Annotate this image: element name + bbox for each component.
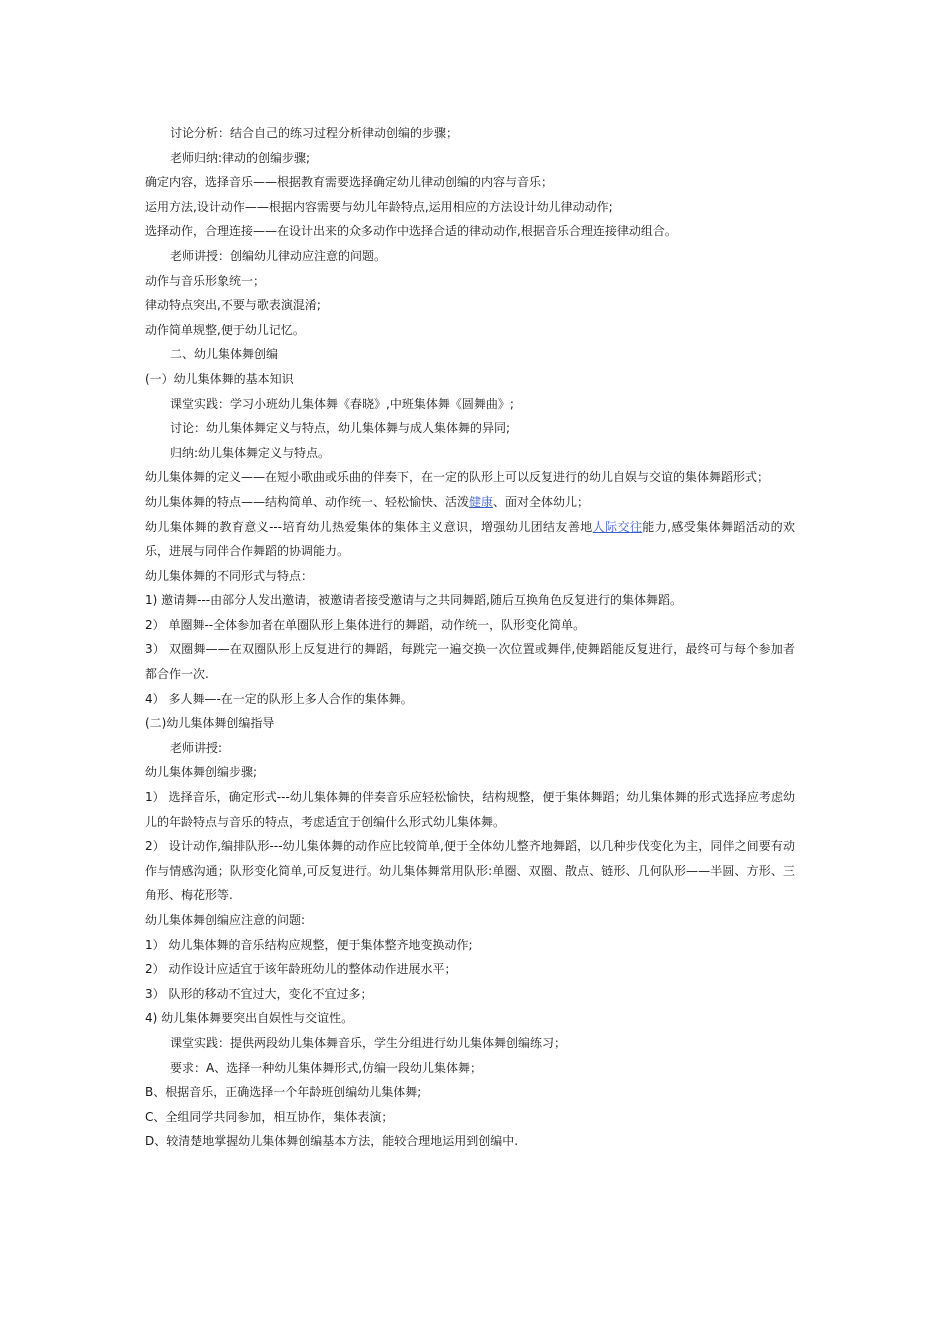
paragraph: 课堂实践：提供两段幼儿集体舞音乐，学生分组进行幼儿集体舞创编练习；: [170, 1035, 567, 1050]
list-item: 1) 邀请舞---由部分人发出邀请，被邀请者接受邀请与之共同舞蹈,随后互换角色反复进行的集体舞蹈。: [145, 593, 682, 608]
subsection-heading: (一）幼儿集体舞的基本知识: [145, 371, 294, 386]
paragraph: 运用方法,设计动作——根据内容需要与幼儿年龄特点,运用相应的方法设计幼儿律动动作;: [145, 199, 613, 214]
list-item: 4） 多人舞—-在一定的队形上多人合作的集体舞。: [145, 691, 413, 706]
requirement-item: D、较清楚地掌握幼儿集体舞创编基本方法，能较合理地运用到创编中.: [145, 1134, 519, 1149]
requirement-item: C、全组同学共同参加，相互协作，集体表演；: [145, 1109, 394, 1124]
list-item: 1） 幼儿集体舞的音乐结构应规整，便于集体整齐地变换动作;: [145, 937, 473, 952]
list-item: 3） 双圈舞——在双圈队形上反复进行的舞蹈，每跳完一遍交换一次位置或舞伴,使舞蹈能反复进行，最终可与每个参加者都合作一次.: [145, 642, 795, 682]
paragraph: 动作与音乐形象统一；: [145, 273, 266, 288]
steps-heading: 幼儿集体舞创编步骤;: [145, 765, 258, 780]
notes-heading: 幼儿集体舞创编应注意的问题:: [145, 913, 306, 927]
requirement-item: 要求：A、选择一种幼儿集体舞形式,仿编一段幼儿集体舞；: [170, 1060, 483, 1075]
paragraph: 归纳:幼儿集体舞定义与特点。: [170, 445, 331, 460]
paragraph: 老师讲授:: [170, 740, 223, 755]
list-item: 1） 选择音乐，确定形式---幼儿集体舞的伴奏音乐应轻松愉快，结构规整，便于集体舞蹈；幼儿集体舞的形式选择应考虑幼儿的年龄特点与音乐的特点，考虑适宜于创编什么形式幼儿集体舞。: [145, 790, 795, 829]
subsection-heading: (二)幼儿集体舞创编指导: [145, 716, 275, 731]
section-heading: 二、幼儿集体舞创编: [170, 347, 279, 362]
paragraph: 老师讲授：创编幼儿律动应注意的问题。: [170, 248, 387, 263]
paragraph: 律动特点突出,不要与歌表演混淆;: [145, 298, 321, 313]
features-text-after: 、面对全体幼儿；: [493, 494, 590, 509]
list-item: 2） 设计动作,编排队形---幼儿集体舞的动作应比较简单,便于全体幼儿整齐地舞蹈，以几种步伐变化为主，同伴之间要有动作与情感沟通；队形变化简单,可反复进行。幼儿集体舞常用队形:单圈、双圈、散点、链形、几何队形——半圆、方形、三角形、梅花形等.: [145, 839, 795, 903]
paragraph: 老师归纳:律动的创编步骤;: [170, 150, 311, 165]
significance-text-after: 能力,感受集体舞蹈活动的欢乐，进展与同伴合作舞蹈的协调能力。: [145, 519, 795, 559]
document-body: [145, 121, 795, 1154]
significance-text-before: 幼儿集体舞的教育意义---培育幼儿热爱集体的集体主义意识，增强幼儿团结友善地: [145, 519, 593, 534]
paragraph: 课堂实践：学习小班幼儿集体舞《春晓》,中班集体舞《圆舞曲》;: [170, 396, 514, 411]
requirement-item: B、根据音乐，正确选择一个年龄班创编幼儿集体舞;: [145, 1085, 422, 1100]
interpersonal-link[interactable]: 人际交往: [592, 519, 643, 534]
definition-paragraph: 幼儿集体舞的定义——在短小歌曲或乐曲的伴奏下，在一定的队形上可以反复进行的幼儿自娱与交谊的集体舞蹈形式；: [145, 470, 770, 485]
features-paragraph: [145, 490, 795, 515]
list-item: 3） 队形的移动不宜过大，变化不宜过多；: [145, 986, 373, 1001]
paragraph: 动作简单规整,便于幼儿记忆。: [145, 322, 305, 337]
paragraph: 选择动作，合理连接——在设计出来的众多动作中选择合适的律动动作,根据音乐合理连接律动组合。: [145, 224, 677, 239]
paragraph: 讨论：幼儿集体舞定义与特点，幼儿集体舞与成人集体舞的异同;: [170, 421, 511, 436]
features-text-before: 幼儿集体舞的特点——结构简单、动作统一、轻松愉快、活泼: [145, 494, 470, 509]
significance-paragraph: [145, 515, 795, 564]
list-item: 2） 单圈舞--全体参加者在单圈队形上集体进行的舞蹈，动作统一，队形变化简单。: [145, 617, 586, 632]
list-item: 4) 幼儿集体舞要突出自娱性与交谊性。: [145, 1011, 354, 1026]
list-item: 2） 动作设计应适宜于该年龄班幼儿的整体动作进展水平；: [145, 962, 457, 977]
forms-heading: 幼儿集体舞的不同形式与特点：: [145, 568, 314, 583]
paragraph: 确定内容，选择音乐——根据教育需要选择确定幼儿律动创编的内容与音乐；: [145, 175, 554, 190]
paragraph: 讨论分析：结合自己的练习过程分析律动创编的步骤；: [170, 126, 459, 140]
health-link[interactable]: 健康: [469, 494, 494, 509]
